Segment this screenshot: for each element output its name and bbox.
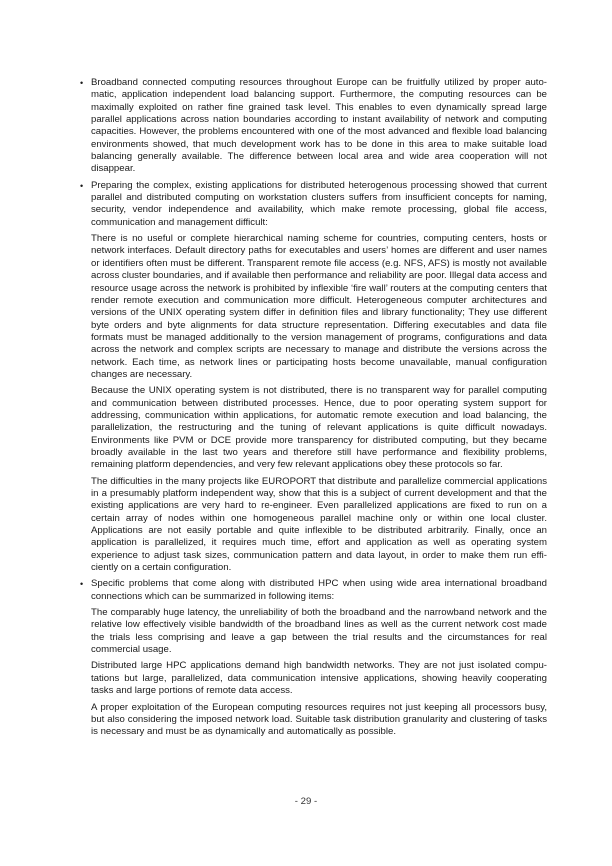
body-text	[80, 77, 547, 743]
paragraph: There is no useful or complete hierarchical naming scheme for countries, computing centers, hosts or network interfaces. Default directory paths for executables and users’ homes are different and user names or identifiers often must be different. Transparent remote file access (e.g. NFS, AFS) is mostly not available across cluster boundaries, and if available then performance and reliability are poor. Illegal data access and resource usage across the network is prohibited by inflexible ‘fire wall’ routers at the computing centers that render remote execution and communication more difficult. Heterogeneous computer architectures and versions of the UNIX operating system differ in definition files and library functionality; They use different byte orders and byte alignments for data structure representation. Differing executables and data file formats must be managed additionally to the version management of programs, configurations and data across the network and complex scripts are necessary to manage and distribute the versions across the network. Each time, as network lines or participating hosts become unavailable, manual configuration changes are necessary.	[91, 233, 547, 380]
paragraph: A proper exploitation of the European computing resources requires not just keeping all processors busy, but also considering the imposed network load. Suitable task distribution granularity and clustering of tasks is necessary and must be as dynamically and automatically as possible.	[91, 701, 547, 738]
bullet-icon: •	[80, 180, 84, 191]
paragraph: Distributed large HPC applications demand high bandwidth networks. They are not just isolated computations but large, parallelized, data communication intensive applications, showing heavily cooperating tasks and large portions of remote data access.	[91, 660, 547, 697]
paragraph: Preparing the complex, existing applications for distributed heterogenous processing showed that current parallel and distributed computing on workstation clusters suffers from insufficient concepts for naming, security, vendor independence and availability, which make remote processing, global file access, communication and management difficult:	[91, 179, 547, 228]
bullet-icon: •	[80, 78, 84, 88]
paragraph: Because the UNIX operating system is not distributed, there is no transparent way for parallel computing and communication between distributed processes. Hence, due to poor operating system support for addressing, communication within applications, for automatic remote execution and load balancing, the parallelization, the restructuring and the tuning of relevant applications is quite difficult nowadays. Environments like PVM or DCE provide more transparency for distributed computing, but they became broadly available in the last two years and therefore still have performance and flexibility problems, remaining platform dependencies, and very few relevant applications obey these protocols so far.	[91, 385, 547, 471]
paragraph: The comparably huge latency, the unreliability of both the broadband and the narrowband network and the relative low effectively visible bandwidth of the broadband lines as well as the current network cost made the trials less comprising and leave a gap between the trial results and the circumstances for real commercial usage.	[91, 607, 547, 656]
paragraph: Specific problems that come along with distributed HPC when using wide area international broadband connections which can be summarized in following items:	[91, 578, 547, 602]
bullet-item-wide-area-problems	[80, 578, 547, 738]
paragraph: The difficulties in the many projects like EUROPORT that distribute and parallelize commercial applications in a presumably platform independent way, show that this is a subject of current development and that the existing applications are very hard to re-engineer. Even parallelized applications are fixed to run on a certain array of nodes within one homogeneous parallel machine only or within one local cluster. Applications are not easily portable and quite inflexible to be distributed arbitrarily. Finally, once an application is parallelized, it requires much time, effort and application as well as operating system experience to adjust task sizes, communication pattern and data layout, in order to make them run efficiently on a certain configuration.	[91, 475, 547, 574]
bullet-item-load-balancing	[80, 77, 547, 176]
page-number: - 29 -	[294, 796, 318, 807]
bullet-item-heterogeneous-processing	[80, 179, 547, 575]
paragraph: Broadband connected computing resources throughout Europe can be fruitfully utilized by proper automatic, application independent load balancing support. Furthermore, the computing resources can be maximally exploited on rather fine grained task level. This enables to even dynamically spread large parallel applications across nation boundaries according to instant availability of network and computing capacities. However, the problems encountered with one of the most advanced and flexible load balancing environments showed, that much development work has to be done in this area to make suitable load balancing generally available. The difference between local area and wide area cooperation will not disappear.	[91, 77, 547, 175]
bullet-icon: •	[80, 579, 84, 590]
